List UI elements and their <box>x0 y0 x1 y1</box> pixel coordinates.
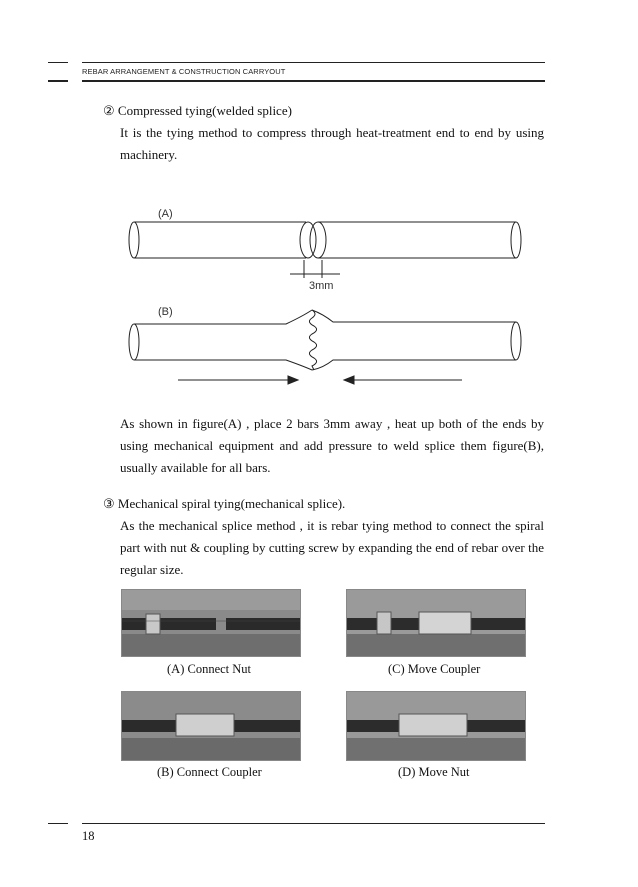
photo-move-nut <box>346 691 526 761</box>
welded-splice-figure <box>118 198 538 398</box>
bar-b-right-end <box>511 322 521 360</box>
bar-a-left-end <box>129 222 139 258</box>
running-header: REBAR ARRANGEMENT & CONSTRUCTION CARRYOUT <box>82 67 286 76</box>
section-2-intro: It is the tying method to compress through heat-treatment end to end by using machinery. <box>120 125 544 162</box>
figure-label-b: (B) <box>158 306 173 318</box>
footer-short-rule <box>48 823 68 824</box>
weld-seam <box>309 310 316 370</box>
photo-connect-nut <box>121 589 301 657</box>
figure-label-gap: 3mm <box>309 280 334 292</box>
bar-a-right-end <box>511 222 521 258</box>
caption-move-nut: (D) Move Nut <box>398 765 470 779</box>
gap-dimension <box>290 260 340 278</box>
bar-b-left-end <box>129 324 139 360</box>
caption-connect-nut: (A) Connect Nut <box>167 662 252 676</box>
bar-a-right-face <box>310 222 326 258</box>
bar-a-left-face <box>300 222 316 258</box>
caption-move-coupler: (C) Move Coupler <box>388 662 481 676</box>
bar-a-right <box>318 222 516 258</box>
page-number: 18 <box>82 829 95 843</box>
figure-label-a: (A) <box>158 208 173 220</box>
header-short-rule <box>48 62 68 63</box>
section-3-heading: ③ Mechanical spiral tying(mechanical splice). <box>103 496 346 511</box>
header-short-rule-bottom <box>48 80 68 82</box>
bar-a-left <box>134 222 306 258</box>
bar-b-outline <box>134 310 516 370</box>
photo-connect-coupler <box>121 691 301 761</box>
header-long-rule-top <box>82 62 545 63</box>
section-2-body: As shown in figure(A) , place 2 bars 3mm away , heat up both of the ends by using mechanical equipment and add pressure to weld splice them figure(B), usually available for all bars. <box>120 416 544 475</box>
photo-move-coupler <box>346 589 526 657</box>
caption-connect-coupler: (B) Connect Coupler <box>157 765 262 779</box>
footer-long-rule <box>82 823 545 824</box>
header-long-rule-bottom <box>82 80 545 82</box>
section-3-body: As the mechanical splice method , it is rebar tying method to connect the spiral part with nut & coupling by cutting screw by expanding the end of rebar over the regular size. <box>120 518 544 577</box>
section-2-heading: ② Compressed tying(welded splice) <box>103 103 292 118</box>
